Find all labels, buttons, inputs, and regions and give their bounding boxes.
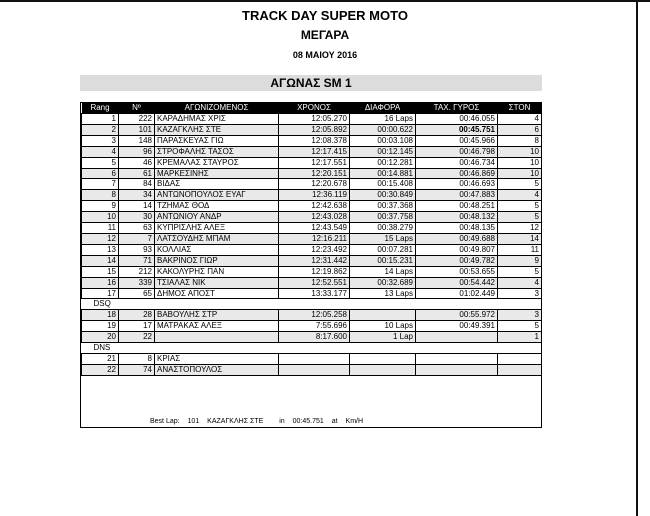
time-cell: 13:33.177 xyxy=(279,288,350,299)
time-cell: 12:17.551 xyxy=(279,157,350,168)
best-lap-cell: 00:46.055 xyxy=(416,114,498,125)
rider-name-cell: ΤΣΙΑΛΑΣ ΝΙΚ xyxy=(155,277,279,288)
time-cell: 12:20.151 xyxy=(279,168,350,179)
rank-cell: 11 xyxy=(82,223,119,234)
rider-name-cell xyxy=(155,332,279,343)
event-date: 08 ΜΑΙΟΥ 2016 xyxy=(292,50,358,60)
rider-name-cell: ΚΡΙΑΣ xyxy=(155,353,279,364)
diff-cell xyxy=(350,310,416,321)
event-title: TRACK DAY SUPER MOTO xyxy=(242,8,408,23)
table-row xyxy=(82,255,542,266)
best-lap-cell xyxy=(416,353,498,364)
table-row xyxy=(82,364,542,375)
rider-name-cell: ΒΑΚΡΙΝΟΣ ΓΙΩΡ xyxy=(155,255,279,266)
number-cell: 74 xyxy=(119,364,155,375)
on-lap-cell: 6 xyxy=(498,124,542,135)
time-cell: 12:05.270 xyxy=(279,114,350,125)
rider-name-cell: ΒΙΔΑΣ xyxy=(155,179,279,190)
on-lap-cell: 4 xyxy=(498,114,542,125)
diff-cell: 00:00.622 xyxy=(350,124,416,135)
time-cell: 12:31.442 xyxy=(279,255,350,266)
number-cell: 96 xyxy=(119,146,155,157)
best-lap-cell: 00:53.655 xyxy=(416,266,498,277)
best-lap-cell: 00:49.688 xyxy=(416,233,498,244)
rider-name-cell: ΚΑΡΑΔΗΜΑΣ ΧΡΙΣ xyxy=(155,114,279,125)
rank-cell: 8 xyxy=(82,190,119,201)
best-lap-cell: 00:46.734 xyxy=(416,157,498,168)
rider-name-cell: ΚΑΖΑΓΚΛΗΣ ΣΤΕ xyxy=(155,124,279,135)
rank-cell: 21 xyxy=(82,353,119,364)
table-row xyxy=(82,190,542,201)
table-row xyxy=(82,168,542,179)
best-lap-cell: 00:48.135 xyxy=(416,223,498,234)
race-title: ΑΓΩΝΑΣ SM 1 xyxy=(80,75,542,91)
rank-cell: 19 xyxy=(82,321,119,332)
on-lap-cell: 5 xyxy=(498,212,542,223)
diff-cell: 00:37.758 xyxy=(350,212,416,223)
on-lap-cell: 10 xyxy=(498,146,542,157)
rank-cell: 14 xyxy=(82,255,119,266)
number-cell: 93 xyxy=(119,244,155,255)
diff-cell: 00:12.281 xyxy=(350,157,416,168)
time-cell: 12:36.119 xyxy=(279,190,350,201)
best-lap-cell: 00:54.442 xyxy=(416,277,498,288)
number-cell: 63 xyxy=(119,223,155,234)
rider-name-cell: ΤΖΗΜΑΣ ΘΟΔ xyxy=(155,201,279,212)
best-lap-cell: 00:47.883 xyxy=(416,190,498,201)
best-lap-cell: 00:49.807 xyxy=(416,244,498,255)
table-row xyxy=(82,124,542,135)
results-table-box xyxy=(80,102,542,428)
best-lap-cell: 00:48.251 xyxy=(416,201,498,212)
on-lap-cell: 14 xyxy=(498,233,542,244)
time-cell: 12:43.549 xyxy=(279,223,350,234)
diff-cell xyxy=(350,353,416,364)
rank-cell: 6 xyxy=(82,168,119,179)
diff-cell: 00:32.689 xyxy=(350,277,416,288)
rank-cell: 18 xyxy=(82,310,119,321)
time-cell: 12:43.028 xyxy=(279,212,350,223)
number-cell: 34 xyxy=(119,190,155,201)
table-row xyxy=(82,146,542,157)
rank-cell: 5 xyxy=(82,157,119,168)
on-lap-cell: 5 xyxy=(498,266,542,277)
diff-cell: 00:12.145 xyxy=(350,146,416,157)
on-lap-cell: 10 xyxy=(498,157,542,168)
best-lap-cell: 00:49.391 xyxy=(416,321,498,332)
col-header-on-lap: ΣΤΟΝ xyxy=(498,103,542,114)
table-row xyxy=(82,353,542,364)
rank-cell: 12 xyxy=(82,233,119,244)
on-lap-cell: 12 xyxy=(498,223,542,234)
on-lap-cell: 5 xyxy=(498,321,542,332)
table-row xyxy=(82,310,542,321)
number-cell: 28 xyxy=(119,310,155,321)
time-cell xyxy=(279,364,350,375)
number-cell: 46 xyxy=(119,157,155,168)
on-lap-cell: 5 xyxy=(498,201,542,212)
on-lap-cell: 11 xyxy=(498,244,542,255)
time-cell: 12:20.678 xyxy=(279,179,350,190)
time-cell: 8:17.600 xyxy=(279,332,350,343)
diff-cell: 00:15.231 xyxy=(350,255,416,266)
number-cell: 84 xyxy=(119,179,155,190)
best-lap-cell: 00:48.132 xyxy=(416,212,498,223)
rider-name-cell: ΒΑΒΟΥΛΗΣ ΣΤΡ xyxy=(155,310,279,321)
rider-name-cell: ΚΑΚΟΛΥΡΗΣ ΠΑΝ xyxy=(155,266,279,277)
rider-name-cell: ΛΑΤΣΟΥΔΗΣ ΜΠΑΜ xyxy=(155,233,279,244)
table-row xyxy=(82,332,542,343)
diff-cell: 16 Laps xyxy=(350,114,416,125)
best-lap-cell: 00:55.972 xyxy=(416,310,498,321)
diff-cell: 00:03.108 xyxy=(350,135,416,146)
number-cell: 148 xyxy=(119,135,155,146)
diff-cell: 15 Laps xyxy=(350,233,416,244)
results-table-body xyxy=(82,114,542,376)
best-lap-label: Best Lap: xyxy=(150,418,180,425)
on-lap-cell: 3 xyxy=(498,310,542,321)
col-header-best-lap: ΤΑΧ. ΓΥΡΟΣ xyxy=(416,103,498,114)
on-lap-cell: 4 xyxy=(498,277,542,288)
best-lap-cell xyxy=(416,364,498,375)
time-cell xyxy=(279,353,350,364)
table-row xyxy=(82,179,542,190)
col-header-number: Nº xyxy=(119,103,155,114)
on-lap-cell: 10 xyxy=(498,168,542,179)
results-table xyxy=(81,103,542,376)
dsq-section-label: DSQ xyxy=(93,299,111,309)
best-lap-summary xyxy=(150,418,369,425)
rank-cell: 16 xyxy=(82,277,119,288)
time-cell: 12:05.258 xyxy=(279,310,350,321)
table-row xyxy=(82,114,542,125)
best-lap-time: 00:45.751 xyxy=(292,418,324,425)
diff-cell: 00:37.368 xyxy=(350,201,416,212)
table-row xyxy=(82,321,542,332)
table-row xyxy=(82,157,542,168)
rank-cell: 4 xyxy=(82,146,119,157)
time-cell: 12:08.378 xyxy=(279,135,350,146)
number-cell: 30 xyxy=(119,212,155,223)
on-lap-cell: 1 xyxy=(498,332,542,343)
table-row xyxy=(82,201,542,212)
on-lap-cell xyxy=(498,353,542,364)
number-cell: 339 xyxy=(119,277,155,288)
right-border-line xyxy=(636,0,638,516)
time-cell: 12:16.211 xyxy=(279,233,350,244)
diff-cell xyxy=(350,364,416,375)
diff-cell: 00:07.281 xyxy=(350,244,416,255)
time-cell: 7:55.696 xyxy=(279,321,350,332)
best-lap-at-label: at xyxy=(331,418,338,425)
table-header-row xyxy=(82,103,542,114)
time-cell: 12:17.415 xyxy=(279,146,350,157)
table-row xyxy=(82,288,542,299)
rank-cell: 9 xyxy=(82,201,119,212)
diff-cell: 00:38.279 xyxy=(350,223,416,234)
rider-name-cell: ΣΤΡΟΦΑΛΗΣ ΤΑΣΟΣ xyxy=(155,146,279,157)
rider-name-cell: ΑΝΤΩΝΙΟΥ ΑΝΔΡ xyxy=(155,212,279,223)
diff-cell: 13 Laps xyxy=(350,288,416,299)
rider-name-cell: ΚΟΛΛΙΑΣ xyxy=(155,244,279,255)
dns-section-label-row xyxy=(82,343,542,354)
diff-cell: 00:15.408 xyxy=(350,179,416,190)
rider-name-cell: ΚΡΕΜΑΛΑΣ ΣΤΑΥΡΟΣ xyxy=(155,157,279,168)
number-cell: 8 xyxy=(119,353,155,364)
rider-name-cell: ΑΝΑΣΤΟΠΟΥΛΟΣ xyxy=(155,364,279,375)
diff-cell: 1 Lap xyxy=(350,332,416,343)
rank-cell: 10 xyxy=(82,212,119,223)
number-cell: 14 xyxy=(119,201,155,212)
best-lap-rider: ΚΑΖΑΓΚΛΗΣ ΣΤΕ xyxy=(207,418,264,425)
rank-cell: 17 xyxy=(82,288,119,299)
table-row xyxy=(82,233,542,244)
on-lap-cell xyxy=(498,364,542,375)
table-row xyxy=(82,135,542,146)
diff-cell: 00:30.849 xyxy=(350,190,416,201)
time-cell: 12:19.862 xyxy=(279,266,350,277)
on-lap-cell: 9 xyxy=(498,255,542,266)
number-cell: 71 xyxy=(119,255,155,266)
best-lap-unit: Km/H xyxy=(345,418,364,425)
rider-name-cell: ΜΑΡΚΕΣΙΝΗΣ xyxy=(155,168,279,179)
best-lap-number: 101 xyxy=(187,418,200,425)
number-cell: 101 xyxy=(119,124,155,135)
rank-cell: 1 xyxy=(82,114,119,125)
time-cell: 12:42.638 xyxy=(279,201,350,212)
rank-cell: 22 xyxy=(82,364,119,375)
best-lap-cell: 00:46.869 xyxy=(416,168,498,179)
number-cell: 61 xyxy=(119,168,155,179)
best-lap-cell: 00:46.693 xyxy=(416,179,498,190)
number-cell: 222 xyxy=(119,114,155,125)
rider-name-cell: ΠΑΡΑΣΚΕΥΑΣ ΓΙΩ xyxy=(155,135,279,146)
rank-cell: 3 xyxy=(82,135,119,146)
best-lap-cell: 00:49.782 xyxy=(416,255,498,266)
table-row xyxy=(82,266,542,277)
col-header-diff: ΔΙΑΦΟΡΑ xyxy=(350,103,416,114)
best-lap-cell: 00:46.798 xyxy=(416,146,498,157)
col-header-time: ΧΡΟΝΟΣ xyxy=(279,103,350,114)
on-lap-cell: 8 xyxy=(498,135,542,146)
dsq-section-label-row xyxy=(82,299,542,310)
best-lap-cell: 01:02.449 xyxy=(416,288,498,299)
rider-name-cell: ΚΥΠΡΙΣΛΗΣ ΑΛΕΞ xyxy=(155,223,279,234)
best-lap-cell: 00:45.751 xyxy=(416,124,498,135)
col-header-rider: ΑΓΩΝΙΖΟΜΕΝΟΣ xyxy=(155,103,279,114)
rank-cell: 13 xyxy=(82,244,119,255)
number-cell: 22 xyxy=(119,332,155,343)
diff-cell: 10 Laps xyxy=(350,321,416,332)
rank-cell: 15 xyxy=(82,266,119,277)
diff-cell: 14 Laps xyxy=(350,266,416,277)
best-lap-cell: 00:45.966 xyxy=(416,135,498,146)
best-lap-cell xyxy=(416,332,498,343)
rank-cell: 20 xyxy=(82,332,119,343)
on-lap-cell: 3 xyxy=(498,288,542,299)
dns-section-label: DNS xyxy=(93,343,111,353)
on-lap-cell: 4 xyxy=(498,190,542,201)
rank-cell: 2 xyxy=(82,124,119,135)
table-row xyxy=(82,223,542,234)
rider-name-cell: ΑΝΤΩΝΟΠΟΥΛΟΣ ΕΥΑΓ xyxy=(155,190,279,201)
top-border-line xyxy=(0,0,650,2)
venue-title: ΜΕΓΑΡΑ xyxy=(300,28,350,42)
best-lap-in-label: in xyxy=(279,418,285,425)
rider-name-cell: ΔΗΜΟΣ ΑΠΟΣΤ xyxy=(155,288,279,299)
table-row xyxy=(82,277,542,288)
time-cell: 12:52.551 xyxy=(279,277,350,288)
rank-cell: 7 xyxy=(82,179,119,190)
on-lap-cell: 5 xyxy=(498,179,542,190)
table-row xyxy=(82,244,542,255)
col-header-rank: Rang xyxy=(82,103,119,114)
rider-name-cell: ΜΑΤΡΑΚΑΣ ΑΛΕΞ xyxy=(155,321,279,332)
number-cell: 212 xyxy=(119,266,155,277)
number-cell: 17 xyxy=(119,321,155,332)
time-cell: 12:05.892 xyxy=(279,124,350,135)
time-cell: 12:23.492 xyxy=(279,244,350,255)
number-cell: 65 xyxy=(119,288,155,299)
diff-cell: 00:14.881 xyxy=(350,168,416,179)
table-row xyxy=(82,212,542,223)
number-cell: 7 xyxy=(119,233,155,244)
